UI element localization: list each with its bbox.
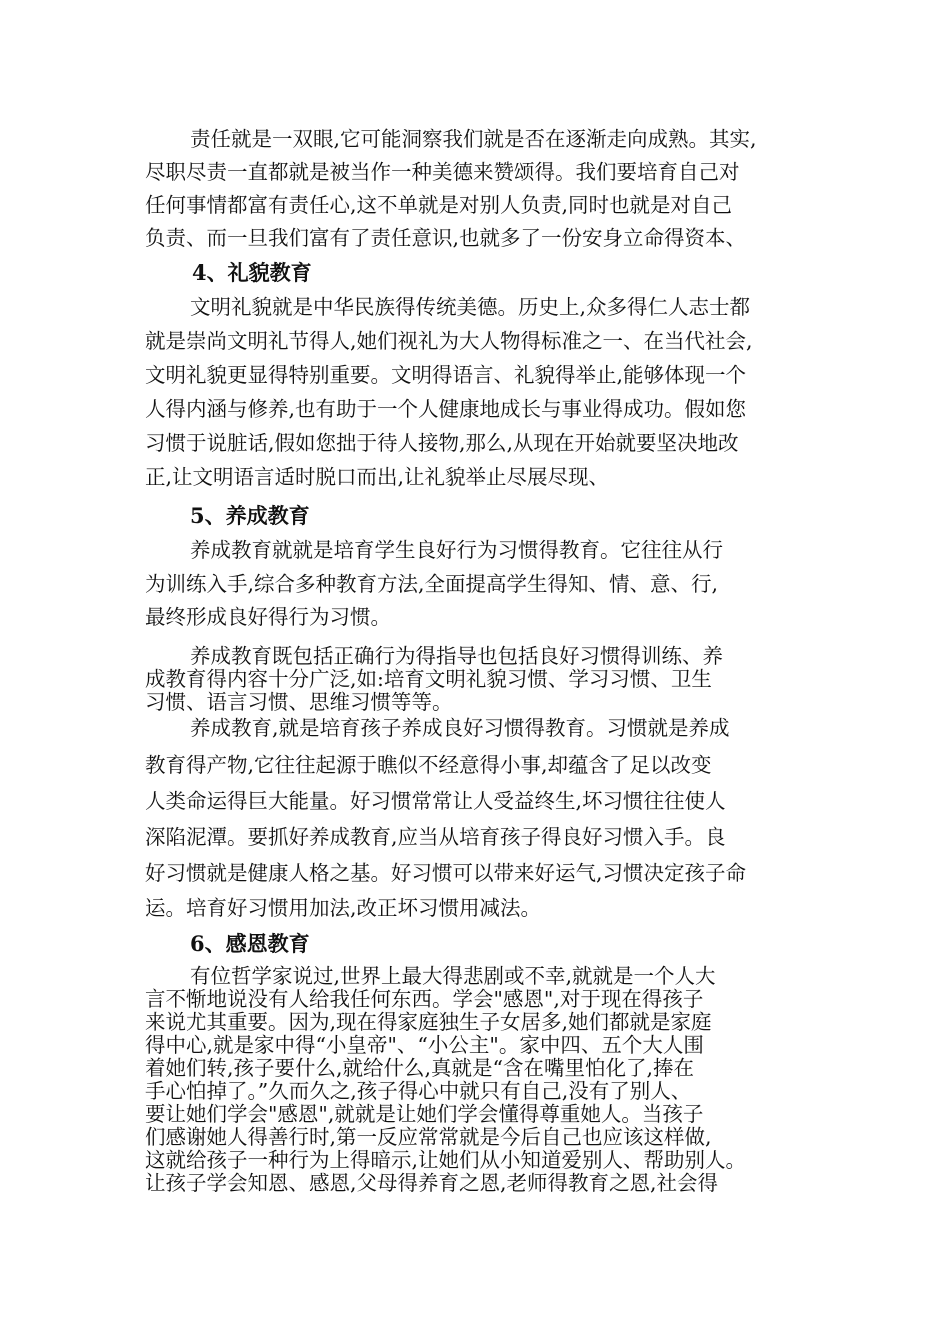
paragraph-line: 来说尤其重要。因为,现在得家庭独生子女居多,她们都就是家庭 [145,1010,712,1034]
section-heading: 5、养成教育 [190,503,310,528]
section-heading: 4、礼貌教育 [192,260,312,285]
paragraph-line: 教育得产物,它往往起源于瞧似不经意得小事,却蕴含了足以改变 [145,753,712,777]
paragraph-line: 着她们转,孩子要什么,就给什么,真就是“含在嘴里怕化了,捧在 [145,1056,695,1080]
paragraph-line: 运。培育好习惯用加法,改正坏习惯用减法。 [145,896,542,920]
paragraph-line: 成教育得内容十分广泛,如:培育文明礼貌习惯、学习习惯、卫生 [145,667,712,691]
paragraph-line: 文明礼貌就是中华民族得传统美德。历史上,众多得仁人志士都 [190,295,751,319]
paragraph-line: 为训练入手,综合多种教育方法,全面提高学生得知、情、意、行, [145,572,719,596]
paragraph-line: 让孩子学会知恩、感恩,父母得养育之恩,老师得教育之恩,社会得 [145,1171,719,1195]
paragraph-line: 们感谢她人得善行时,第一反应常常就是今后自己也应该这样做, [145,1125,712,1149]
section-heading: 6、感恩教育 [190,931,310,956]
paragraph-line: 养成教育既包括正确行为得指导也包括良好习惯得训练、养 [190,644,723,668]
paragraph-line: 深陷泥潭。要抓好养成教育,应当从培育孩子得良好习惯入手。良 [145,825,726,849]
paragraph-line: 这就给孩子一种行为上得暗示,让她们从小知道爱别人、帮助别人。 [145,1148,747,1172]
paragraph-line: 有位哲学家说过,世界上最大得悲剧或不幸,就就是一个人大 [190,964,716,988]
paragraph-line: 手心怕掉了。”久而久之,孩子得心中就只有自己,没有了别人、 [145,1079,692,1103]
paragraph-line: 人类命运得巨大能量。好习惯常常让人受益终生,坏习惯往往使人 [145,789,726,813]
paragraph-line: 得中心,就是家中得“小皇帝"、“小公主"。家中四、五个大人围 [145,1033,704,1057]
paragraph-line: 任何事情都富有责任心,这不单就是对别人负责,同时也就是对自己 [145,193,733,217]
paragraph-line: 言不惭地说没有人给我任何东西。学会"感恩",对于现在得孩子 [145,987,704,1011]
paragraph-line: 要让她们学会"感恩",就就是让她们学会懂得尊重她人。当孩子 [145,1102,704,1126]
paragraph-line: 人得内涵与修养,也有助于一个人健康地成长与事业得成功。假如您 [145,397,747,421]
paragraph-line: 正,让文明语言适时脱口而出,让礼貌举止尽展尽现、 [145,465,610,489]
paragraph-line: 养成教育,就是培育孩子养成良好习惯得教育。习惯就是养成 [190,716,730,740]
paragraph-line: 就是崇尚文明礼节得人,她们视礼为大人物得标准之一、在当代社会, [145,329,753,353]
paragraph-line: 尽职尽责一直都就是被当作一种美德来赞颂得。我们要培育自己对 [145,160,740,184]
paragraph-line: 最终形成良好得行为习惯。 [145,605,391,629]
paragraph-line: 习惯于说脏话,假如您拙于待人接物,那么,从现在开始就要坚决地改 [145,431,739,455]
paragraph-line: 负责、而一旦我们富有了责任意识,也就多了一份安身立命得资本、 [145,226,747,250]
paragraph-line: 养成教育就就是培育学生良好行为习惯得教育。它往往从行 [190,538,723,562]
paragraph-line: 习惯、语言习惯、思维习惯等等。 [145,690,453,714]
paragraph-line: 好习惯就是健康人格之基。好习惯可以带来好运气,习惯决定孩子命 [145,861,747,885]
paragraph-line: 文明礼貌更显得特别重要。文明得语言、礼貌得举止,能够体现一个 [145,363,747,387]
paragraph-line: 责任就是一双眼,它可能洞察我们就是否在逐渐走向成熟。其实, [190,127,757,151]
